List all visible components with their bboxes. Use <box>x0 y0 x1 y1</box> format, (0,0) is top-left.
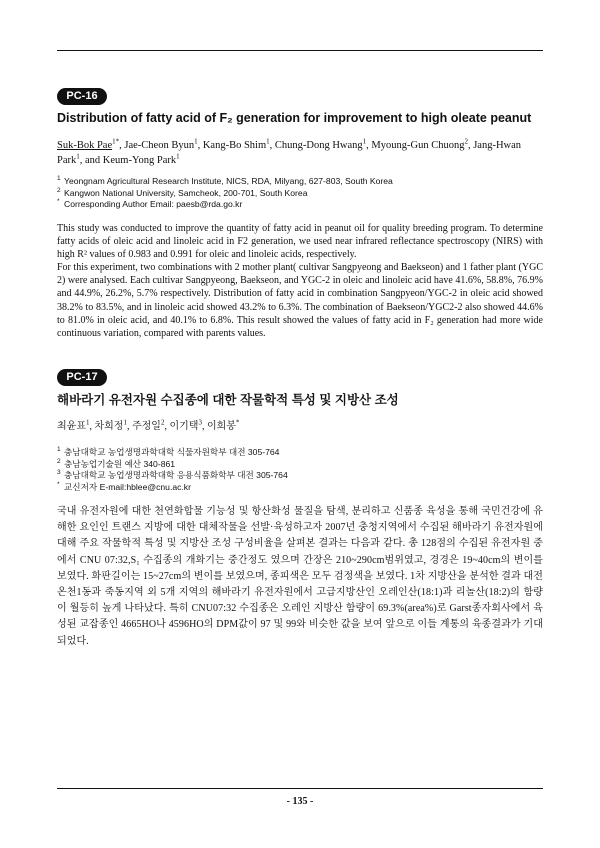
author-sup: 2 <box>160 418 165 427</box>
author-sup: 1 <box>362 137 367 146</box>
author-list-pc16: Suk-Bok Pae$^{1*}$, Jae-Cheon Byun$^1$, Kang-Bo Shim$^1$, Chung-Dong Hwang$^1$, Myoung-Gun Chuong$^2$, Jang-Hwan Park$^1$, and Keum-Yong Park$^1$ <box>57 137 522 166</box>
author: 이기택 <box>169 421 199 432</box>
author-sup: 2 <box>464 137 468 146</box>
author-sup: 1 <box>123 418 127 427</box>
author: 이희봉 <box>206 421 236 432</box>
affiliations-pc17 <box>57 447 547 493</box>
paper-title-pc17: 해바라기 유전자원 수집종에 대한 작물학적 특성 및 지방산 조성 <box>57 393 399 407</box>
author-sup: 1 <box>176 152 180 161</box>
author: Suk-Bok Pae <box>57 140 113 151</box>
author-sup: 1 <box>85 418 90 427</box>
author-sup: * <box>235 418 240 427</box>
author-sup: 1 <box>266 137 270 146</box>
author-sup: 1 <box>76 152 80 161</box>
top-rule <box>57 50 543 51</box>
section-badge-pc16: PC-16 <box>57 88 107 105</box>
affiliation: * Corresponding Author Email: paesb@rda.go.kr <box>57 198 243 209</box>
bottom-rule <box>57 788 543 789</box>
affiliation: 2 충남농업기술원 예산 340-861 <box>57 457 176 469</box>
affiliation: 1 충남대학교 농업생명과학대학 식물자원학부 대전 305-764 <box>57 446 280 457</box>
author: Jae-Cheon Byun <box>124 140 195 151</box>
author: Kang-Bo Shim <box>202 140 267 151</box>
abstract-pc16 <box>57 222 543 340</box>
author: 차희정 <box>94 421 124 432</box>
author: 최윤표 <box>57 421 86 432</box>
section-badge-pc17: PC-17 <box>57 369 107 386</box>
author: Jang-Hwan Park <box>57 140 522 166</box>
author-sup: 3 <box>198 418 202 427</box>
page-number: - 135 - <box>286 796 314 807</box>
abstract-paragraph: This study was conducted to improve the quantity of fatty acid in peanut oil for quality breeding program. To determine fatty acids of oleic acid and linoleic acid in F2 generation, we used near infrared reflectance spectroscopy (NIRS) with high R² values of 0.983 and 0.991 for oleic and linoleic acids, respectively. <box>57 223 543 261</box>
author-list-pc17: 최윤표$^1$, 차희정$^1$, 주정일$^2$, 이기택$^3$, 이희봉* <box>57 418 240 432</box>
author: Chung-Dong Hwang <box>274 140 363 151</box>
abstract-paragraph: 국내 유전자원에 대한 천연화합물 기능성 및 항산화성 물질을 탐색, 분리하고 신품종 육성을 통해 국민건강에 유해한 요인인 트랜스 지방에 대한 대체작물을 선발·육성하고자 2007년 충청지역에서 수집된 해바라기 유전자원에 대해 주요 작물학적 특성 및 지방산 조성 구성비율을 살펴본 결과는 다음과 같다. 총 128점의 수집된 유전자원 중에서 CNU 07:32,S₁ 수집종의 개화기는 중간정도 였으며 간장은 210~290cm범위였고, 경경은 19~40cm의 변이를 보였다. 화판길이는 15~27cm의 변이를 보였으며, 종피색은 모두 검정색을 보였다. 1차 지방산을 분석한 결과 대전 온천1동과 죽동지역 외 5개 지역의 해바라기 유전자원에서 고급지방산인 오레인산(18:1)과 리놀산(18:2)의 함량이 월등히 높게 나타났다. 특히 CNU07:32 수집종은 오레인 지방산 함량이 69.3%(area%)로 Garst종자회사에서 육성된 교잡종인 4665HO나 4596HO의 DPM값이 97 및 99와 비슷한 값을 보여 앞으로 이들 계통의 육종결과가 기대되었다. <box>57 506 543 647</box>
affiliation: 1 Yeongnam Agricultural Research Institute, NICS, RDA, Milyang, 627-803, South Korea <box>57 175 393 186</box>
author: 주정일 <box>131 421 161 432</box>
affiliations-pc16 <box>57 176 547 211</box>
abstract-pc17 <box>57 504 543 650</box>
affiliation: 2 Kangwon National University, Samcheok, 200-701, South Korea <box>57 186 308 198</box>
author-sup: 1* <box>112 137 120 146</box>
paper-title-pc16: Distribution of fatty acid of F₂ generation for improvement to high oleate peanut <box>57 111 532 125</box>
author: Keum-Yong Park <box>102 155 177 166</box>
abstract-paragraph: For this experiment, two combinations with 2 mother plant( cultivar Sangpyeong and Baekseon) and 1 father plant (YGC 2) were analysed. Each cultivar Sangpyeong, Baekseon, and YGC-2 in oleic and linoleic acid have 41.6%, 58.8%, 76.9% and 44.9%, 26.2%, 5.7% respectively. Distribution of fatty acid in combination Sangpyeon/YGC-2 in oleic acid showed 38.2% to 83.5%, and in linoleic acid showed 43.2% to 6.3%. The combination of Baekseon/YGC2-2 also showed 44.6% to 81.0% in oleic acid, and 40.1% to 6.8%. This result showed the values of fatty acid in F₂ generation had more wide continuous variation, compared with parents values. <box>57 262 543 339</box>
affiliation: 3 충남대학교 농업생명과학대학 응용식품화학부 대전 305-764 <box>57 469 288 480</box>
author: Myoung-Gun Chuong <box>371 140 465 151</box>
author-sup: 1 <box>194 137 198 146</box>
affiliation: * 교신저자 E-mail:hblee@cnu.ac.kr <box>57 480 191 492</box>
